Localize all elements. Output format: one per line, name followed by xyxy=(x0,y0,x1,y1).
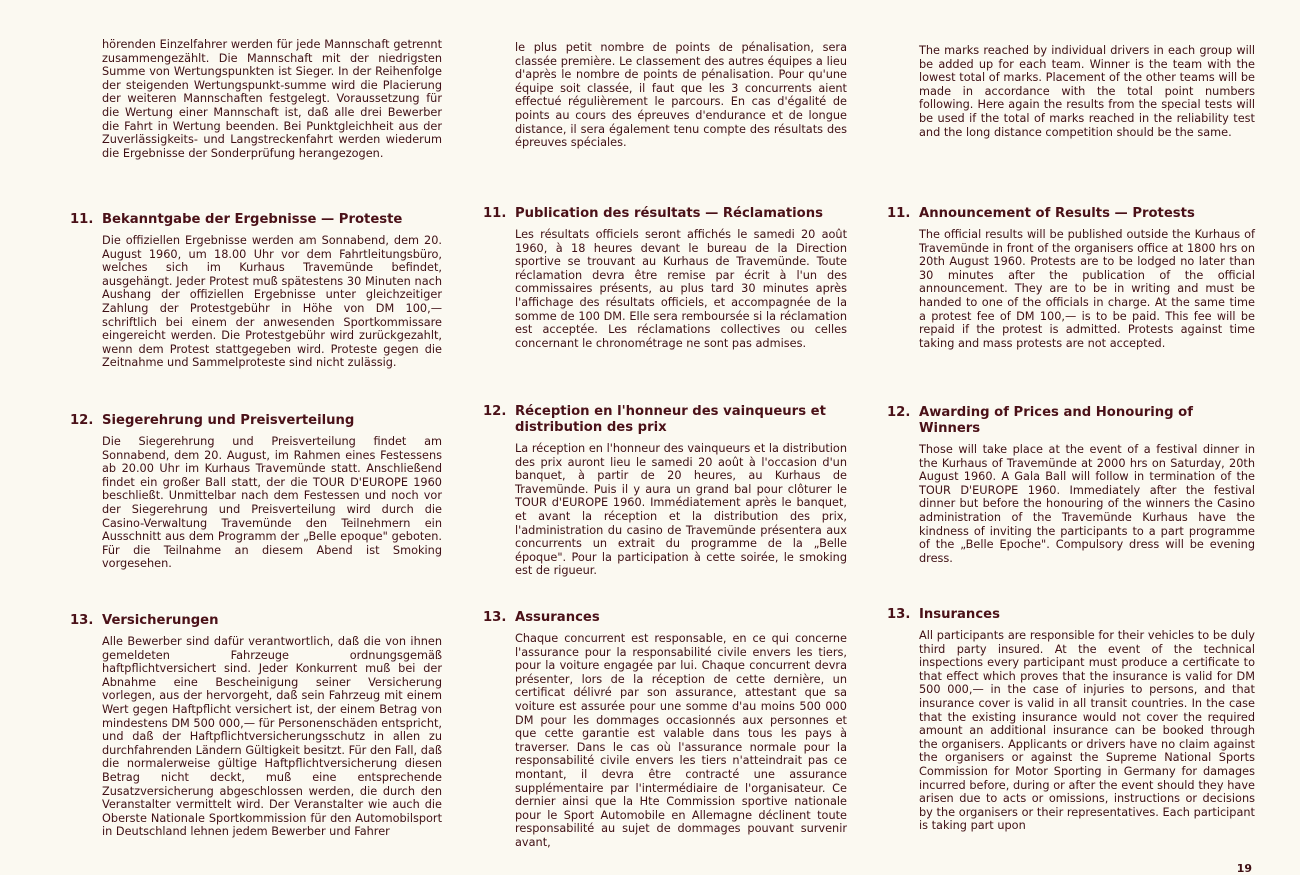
section-number: 11. xyxy=(887,206,911,221)
section-number: 12. xyxy=(887,405,911,420)
section-heading xyxy=(70,413,442,429)
continuation-paragraph: The marks reached by individual drivers in each group will be added up for each team. Winner is the team with the lowest total of marks. Placement of the other teams will be made in accordance with the total point numbers following. Here again the results from the special tests will be used if the total of marks reached in the reliability test and the long distance competition should be the same. xyxy=(919,44,1255,139)
section-heading xyxy=(483,206,847,222)
section-12 xyxy=(70,413,442,571)
section-12 xyxy=(483,404,847,578)
section-number: 13. xyxy=(483,610,507,625)
section-title: Publication des résultats — Réclamations xyxy=(515,206,823,221)
section-text: Alle Bewerber sind dafür verantwortlich, daß die von ihnen gemeldeten Fahrzeuge ordnungsgemäß haftpflichtversichert sind. Jeder Konkurrent muß bei der Abnahme eine Bescheinigung seiner Versicherung vorlegen, aus der hervorgeht, daß sein Fahrzeug mit einem Wert gegen Haftpflicht versichert ist, der einem Betrag von mindestens DM 500 000,— für Personenschäden entspricht, und daß der Haftpflichtversicherungsschutz in allen zu durchfahrenden Ländern Gültigkeit besitzt. Für den Fall, daß die normalerweise gültige Haftpflichtversicherung diesen Betrag nicht deckt, muß eine entsprechende Zusatzversicherung abgeschlossen werden, die durch den Veranstalter vermittelt wird. Der Veranstalter wie auch die Oberste Nationale Sportkommission für den Automobilsport in Deutschland lehnen jedem Bewerber und Fahrer xyxy=(102,635,442,839)
section-title: Bekanntgabe der Ergebnisse — Proteste xyxy=(102,212,403,227)
section-title: Réception en l'honneur des vainqueurs et distribution des prix xyxy=(515,404,826,435)
section-title: Awarding of Prices and Honouring of Winners xyxy=(919,405,1193,436)
section-heading xyxy=(887,405,1255,437)
section-title: Versicherungen xyxy=(102,613,219,628)
section-12 xyxy=(887,405,1255,565)
section-number: 13. xyxy=(887,607,911,622)
section-number: 13. xyxy=(70,613,94,628)
section-text: The official results will be published outside the Kurhaus of Travemünde in front of the organisers office at 1800 hrs on 20th August 1960. Protests are to be lodged no later than 30 minutes after the publication of the official announcement. They are to be in writing and must be handed to one of the officials in charge. At the same time a protest fee of DM 100,— is to be paid. This fee will be repaid if the protest is admitted. Protests against time taking and mass protests are not accepted. xyxy=(919,228,1255,350)
section-heading xyxy=(483,610,847,626)
section-heading xyxy=(70,212,442,228)
section-13 xyxy=(70,613,442,839)
section-title: Assurances xyxy=(515,610,600,625)
section-11 xyxy=(70,212,442,370)
section-title: Siegerehrung und Preisverteilung xyxy=(102,413,355,428)
continuation-paragraph: hörenden Einzelfahrer werden für jede Mannschaft getrennt zusammengezählt. Die Mannschaft mit der niedrigsten Summe von Wertungspunkten ist Sieger. In der Reihenfolge der steigenden Wertungspunkt-summe wird die Placierung der weiteren Mannschaften festgelegt. Voraussetzung für die Wertung einer Mannschaft ist, daß alle drei Bewerber die Fahrt in Wertung beenden. Bei Punktgleichheit aus der Zuverlässigkeits- und Langstreckenfahrt werden wiederum die Ergebnisse der Sonderprüfung herangezogen. xyxy=(102,38,442,160)
section-heading xyxy=(70,613,442,629)
section-13 xyxy=(483,610,847,850)
section-text: Die offiziellen Ergebnisse werden am Sonnabend, dem 20. August 1960, um 18.00 Uhr vor dem Fahrtleitungsbüro, welches sich im Kurhaus Travemünde befindet, ausgehängt. Jeder Protest muß spätestens 30 Minuten nach Aushang der offiziellen Ergebnisse unter gleichzeitiger Zahlung der Protestgebühr in Höhe von DM 100,— schriftlich bei einem der anwesenden Sportkommissare eingereicht werden. Die Protestgebühr wird zurückgezahlt, wenn dem Protest stattgegeben wird. Proteste gegen die Zeitnahme und Sammelproteste sind nicht zulässig. xyxy=(102,234,442,370)
section-text: All participants are responsible for their vehicles to be duly third party insured. At the event of the technical inspections every participant must produce a certificate to that effect which proves that the insurance is valid for DM 500 000,— in the case of injuries to persons, and that insurance cover is valid in all transit countries. In the case that the existing insurance would not cover the required amount an additional insurance can be booked through the organisers. Applicants or drivers have no claim against the organisers or against the Supreme National Sports Commission for Motor Sporting in Germany for damages incurred before, during or after the event should they have arisen due to acts or omissions, instructions or decisions by the organisers or their representatives. Each participant is taking part upon xyxy=(919,629,1255,833)
section-number: 12. xyxy=(70,413,94,428)
section-heading xyxy=(483,404,847,436)
continuation-text xyxy=(919,44,1255,139)
section-heading xyxy=(887,607,1255,623)
section-number: 11. xyxy=(483,206,507,221)
section-text: Die Siegerehrung und Preisverteilung findet am Sonnabend, dem 20. August, im Rahmen eines Festessens ab 20.00 Uhr im Kurhaus Travemünde statt. Anschließend findet ein großer Ball statt, der die TOUR D'EUROPE 1960 beschließt. Unmittelbar nach dem Festessen und noch vor der Siegerehrung und Preisverteilung wird durch die Casino-Verwaltung Travemünde den Teilnehmern ein Ausschnitt aus dem Programm der „Belle epoque" geboten. Für die Teilnahme an diesem Abend ist Smoking vorgesehen. xyxy=(102,435,442,571)
section-text: La réception en l'honneur des vainqueurs et la distribution des prix auront lieu le samedi 20 août à l'occasion d'un banquet, à partir de 20 heures, au Kurhaus de Travemünde. Puis il y aura un grand bal pour clôturer le TOUR d'EUROPE 1960. Immédiatement après le banquet, et avant la réception et la distribution des prix, l'administration du casino de Travemünde présentera aux concurrents un extrait du programme de la „Belle époque". Pour la participation à cette soirée, le smoking est de rigueur. xyxy=(515,442,847,578)
section-13 xyxy=(887,607,1255,833)
section-title: Announcement of Results — Protests xyxy=(919,206,1195,221)
section-heading xyxy=(887,206,1255,222)
continuation-text xyxy=(515,41,847,150)
section-number: 11. xyxy=(70,212,94,227)
section-11 xyxy=(887,206,1255,350)
continuation-text xyxy=(102,38,442,160)
section-text: Les résultats officiels seront affichés le samedi 20 août 1960, à 18 heures devant le bureau de la Direction sportive se trouvant au Kurhaus de Travemünde. Toute réclamation devra être remise par écrit à l'un des commissaires présents, au plus tard 30 minutes après l'affichage des résultats officiels, et accompagnée de la somme de 100 DM. Elle sera remboursée si la réclamation est acceptée. Les réclamations collectives ou celles concernant le chronométrage ne sont pas admises. xyxy=(515,228,847,350)
page-number: 19 xyxy=(1236,862,1252,875)
section-text: Those will take place at the event of a festival dinner in the Kurhaus of Travemünde at 2000 hrs on Saturday, 20th August 1960. A Gala Ball will follow in termination of the TOUR D'EUROPE 1960. Immediately after the festival dinner but before the honouring of the winners the Casino administration of the Travemünde Kurhaus have the kindness of inviting the participants to a part programme of the „Belle Epoche". Compulsory dress will be evening dress. xyxy=(919,443,1255,565)
section-title: Insurances xyxy=(919,607,1000,622)
section-text: Chaque concurrent est responsable, en ce qui concerne l'assurance pour la responsabilité civile envers les tiers, pour la voiture engagée par lui. Chaque concurrent devra présenter, lors de la réception de cette dernière, un certificat délivré par son assurance, attestant que sa voiture est assurée pour une somme d'au moins 500 000 DM pour les dommages occasionnés aux personnes et que cette garantie est valable dans tous les pays à traverser. Dans le cas où l'assurance normale pour la responsabilité civile envers les tiers n'atteindrait pas ce montant, il devra être contracté une assurance supplémentaire par l'intermédiaire de l'organisateur. Ce dernier ainsi que la Hte Commission sportive nationale pour le Sport Automobile en Allemagne déclinent toute responsabilité au sujet de dommages pouvant survenir avant, xyxy=(515,632,847,849)
section-number: 12. xyxy=(483,404,507,419)
section-11 xyxy=(483,206,847,350)
continuation-paragraph: le plus petit nombre de points de pénalisation, sera classée première. Le classement des autres équipes a lieu d'après le nombre de points de pénalisation. Pour qu'une équipe soit classée, il faut que les 3 concurrents aient effectué régulièrement le parcours. En cas d'égalité de points au cours des épreuves d'endurance et de longue distance, il sera également tenu compte des résultats des épreuves spéciales. xyxy=(515,41,847,150)
